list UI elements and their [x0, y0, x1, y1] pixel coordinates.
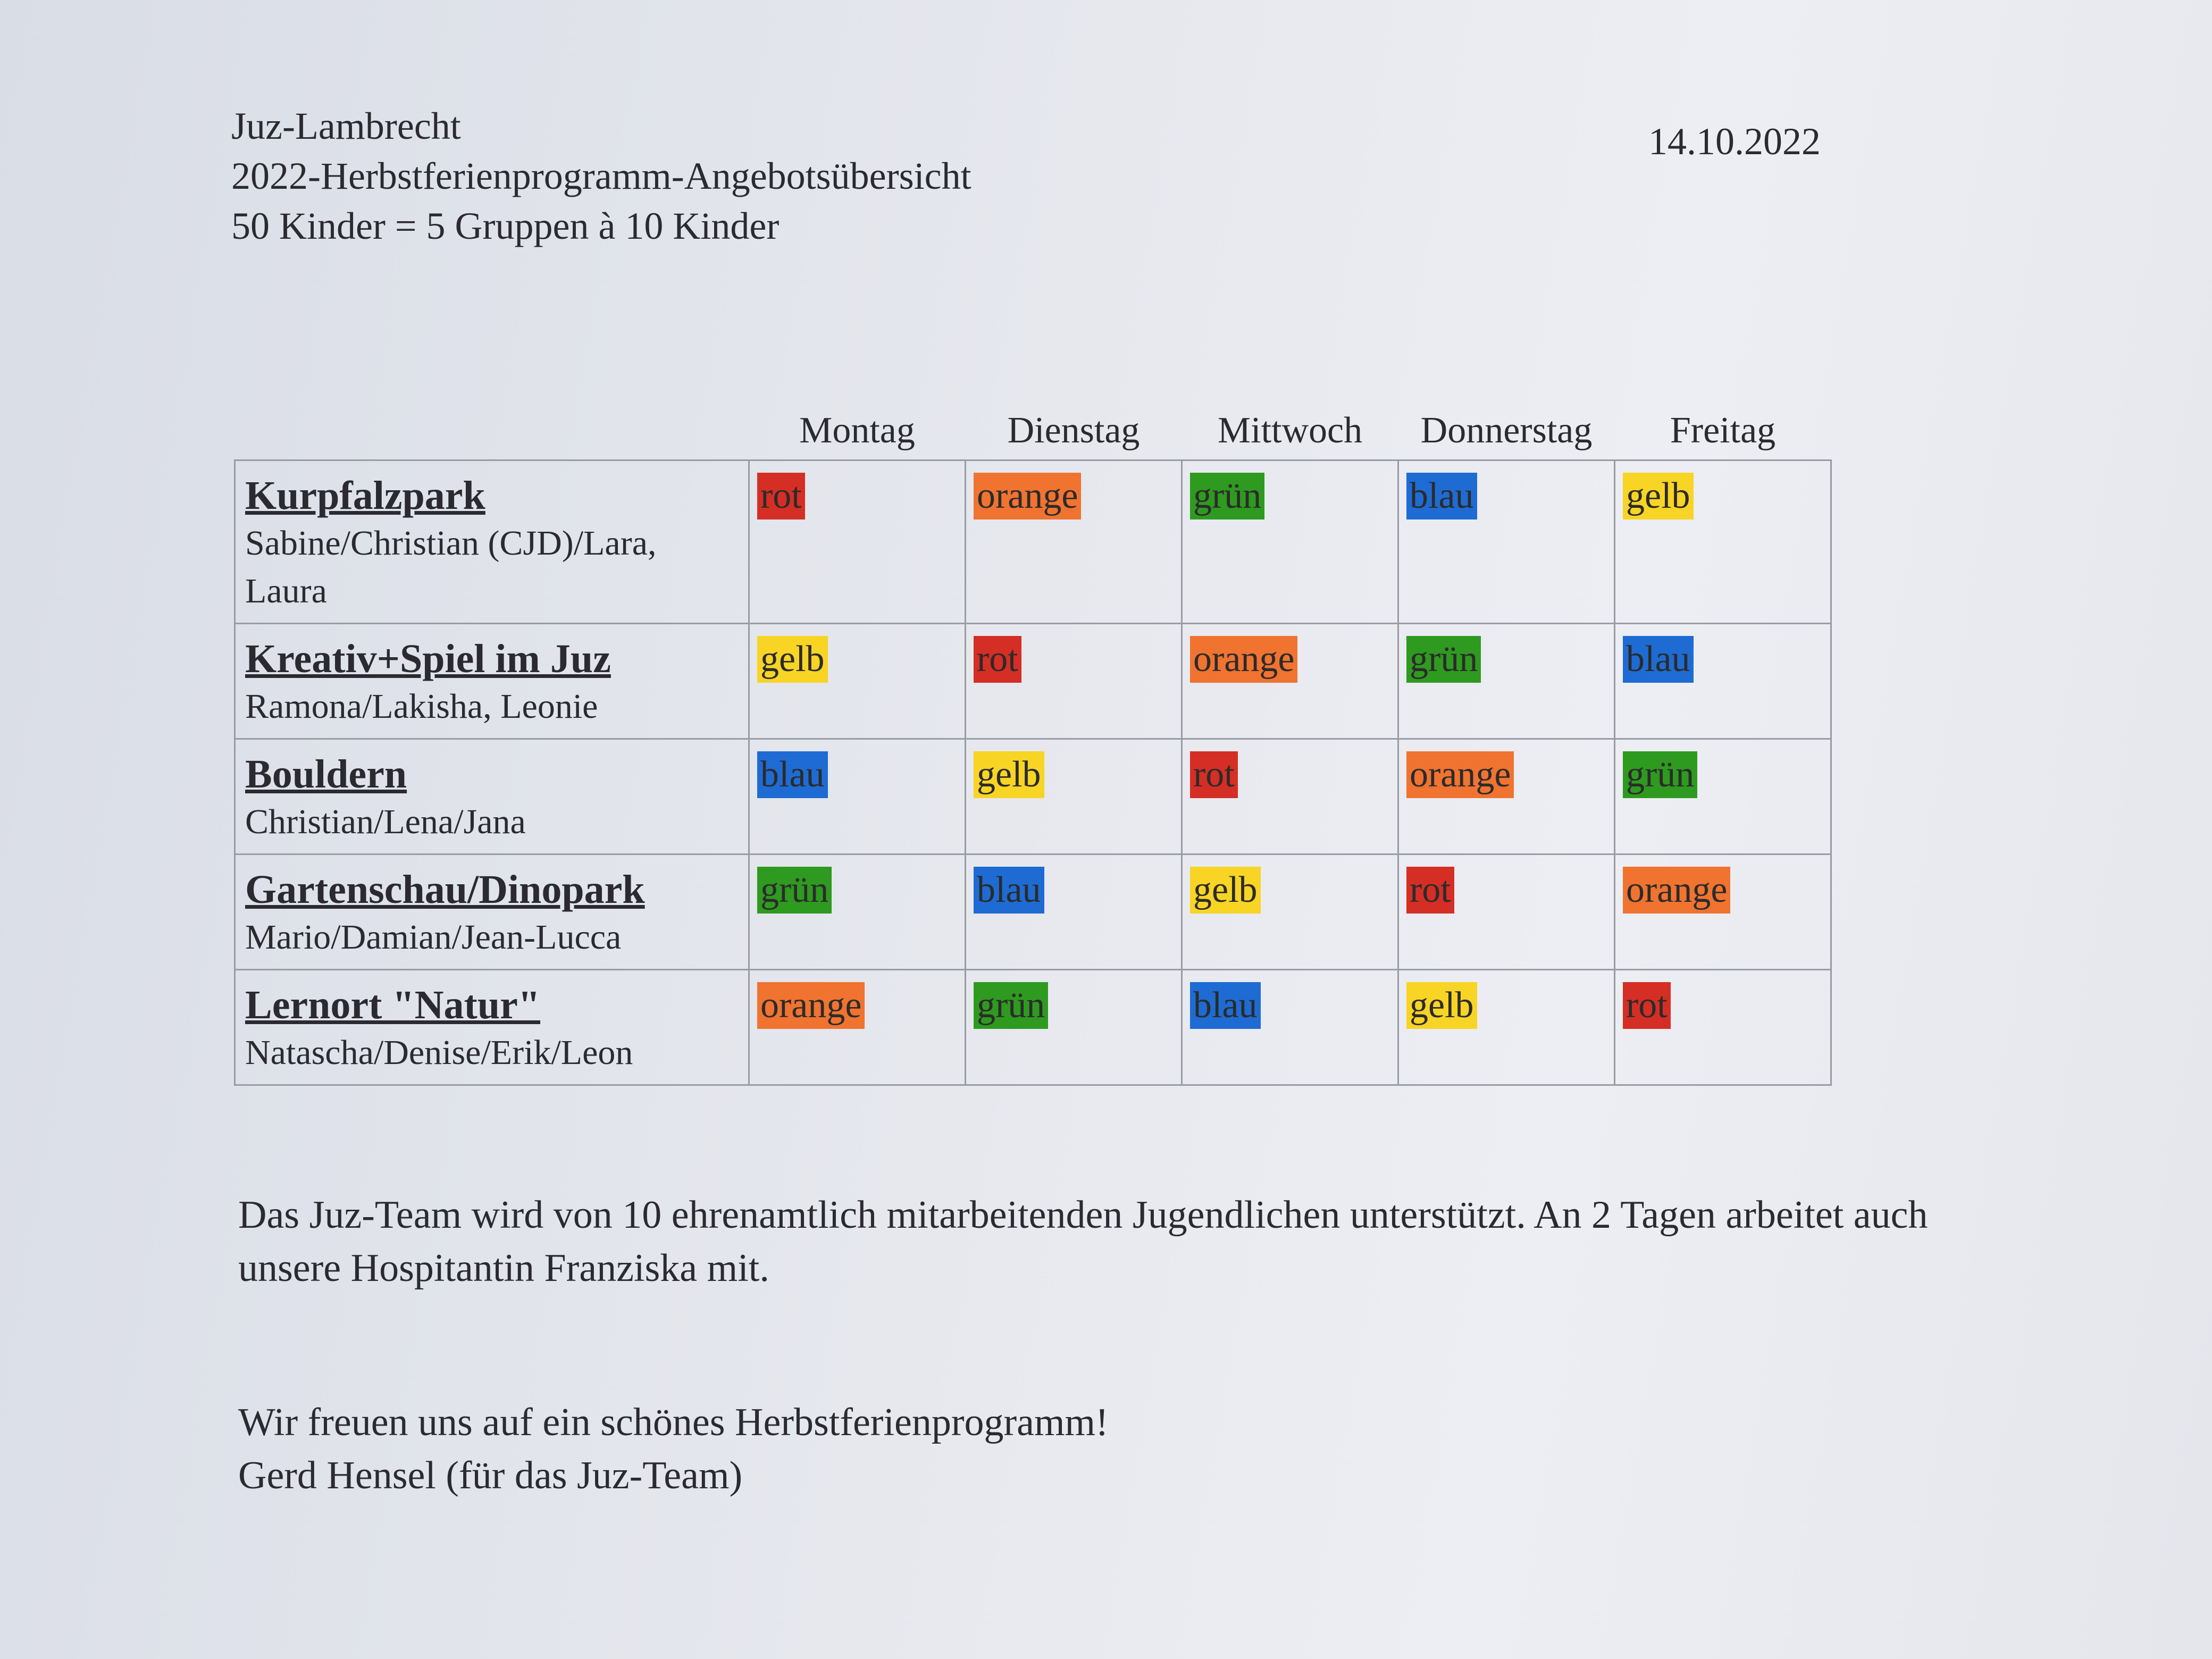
group-info: 50 Kinder = 5 Gruppen à 10 Kinder: [231, 205, 780, 247]
day-cell: [1182, 854, 1398, 970]
activity-cell: [235, 970, 749, 1085]
group-color-tag: grün: [757, 867, 832, 914]
group-color-tag: orange: [974, 473, 1081, 520]
day-header: Mittwoch: [1217, 410, 1363, 451]
group-color-tag: gelb: [974, 751, 1044, 798]
group-color-tag: rot: [1623, 982, 1671, 1029]
activity-cell: [235, 460, 749, 624]
day-cell: [749, 739, 966, 854]
group-color-tag: grün: [1190, 473, 1264, 520]
day-cell: [1615, 460, 1831, 624]
activity-staff: Mario/Damian/Jean-Lucca: [245, 918, 622, 957]
group-color-tag: orange: [757, 982, 865, 1029]
activity-cell: [235, 739, 749, 854]
group-color-tag: grün: [1623, 751, 1697, 798]
day-header: Donnerstag: [1420, 410, 1593, 451]
activity-name: Kurpfalzpark: [245, 473, 485, 518]
day-cell: [1398, 970, 1615, 1085]
activity-name: Gartenschau/Dinopark: [245, 867, 645, 912]
day-cell: [966, 624, 1182, 739]
day-cell: [966, 739, 1182, 854]
day-cell: [1182, 624, 1398, 739]
day-header: Dienstag: [1007, 410, 1140, 451]
document-header: [231, 101, 971, 251]
group-color-tag: grün: [974, 982, 1048, 1029]
signature-line: Gerd Hensel (für das Juz-Team): [238, 1454, 743, 1497]
day-cell: [1182, 739, 1398, 854]
group-color-tag: rot: [757, 473, 805, 520]
group-color-tag: rot: [974, 636, 1021, 683]
schedule-row: [235, 970, 1831, 1085]
activity-staff: Christian/Lena/Jana: [245, 802, 526, 841]
schedule-row: [235, 460, 1831, 624]
day-cell: [966, 854, 1182, 970]
day-cell: [749, 854, 966, 970]
activity-staff: Ramona/Lakisha, Leonie: [245, 687, 598, 726]
schedule-row: [235, 624, 1831, 739]
group-color-tag: grün: [1406, 636, 1481, 683]
day-header: Montag: [799, 410, 915, 451]
day-cell: [1615, 739, 1831, 854]
day-cell: [1615, 854, 1831, 970]
day-cell: [1615, 970, 1831, 1085]
day-cell: [749, 460, 966, 624]
group-color-tag: blau: [974, 867, 1044, 914]
day-header: Freitag: [1670, 410, 1776, 451]
group-color-tag: orange: [1190, 636, 1297, 683]
group-color-tag: gelb: [757, 636, 828, 683]
group-color-tag: blau: [1623, 636, 1694, 683]
activity-cell: [235, 624, 749, 739]
day-cell: [1398, 739, 1615, 854]
document-title: 2022-Herbstferienprogramm-Angebotsübersicht: [231, 155, 971, 197]
closing-line: Wir freuen uns auf ein schönes Herbstferienprogramm!: [238, 1401, 1109, 1444]
day-cell: [1182, 460, 1398, 624]
group-color-tag: orange: [1406, 751, 1514, 798]
day-cell: [966, 970, 1182, 1085]
group-color-tag: blau: [757, 751, 828, 798]
day-cell: [749, 624, 966, 739]
document-date: 14.10.2022: [1648, 120, 1821, 163]
day-cell: [966, 460, 1182, 624]
activity-name: Bouldern: [245, 752, 407, 797]
activity-name: Lernort "Natur": [245, 983, 541, 1027]
activity-name: Kreativ+Spiel im Juz: [245, 636, 611, 681]
activity-staff: Sabine/Christian (CJD)/Lara, Laura: [245, 524, 657, 610]
group-color-tag: rot: [1406, 867, 1454, 914]
group-color-tag: gelb: [1623, 473, 1694, 520]
group-color-tag: blau: [1190, 982, 1261, 1029]
day-cell: [1182, 970, 1398, 1085]
schedule-table: [234, 404, 1832, 1086]
group-color-tag: blau: [1406, 473, 1477, 520]
support-paragraph: Das Juz-Team wird von 10 ehrenamtlich mitarbeitenden Jugendlichen unterstützt. An 2 Tagen arbeitet auch unsere Hospitantin Franziska mit.: [238, 1193, 1928, 1290]
day-cell: [1398, 624, 1615, 739]
schedule-row: [235, 854, 1831, 970]
group-color-tag: rot: [1190, 751, 1238, 798]
group-color-tag: gelb: [1190, 867, 1261, 914]
schedule-row: [235, 739, 1831, 854]
activity-staff: Natascha/Denise/Erik/Leon: [245, 1033, 633, 1072]
day-cell: [749, 970, 966, 1085]
activity-cell: [235, 854, 749, 970]
day-cell: [1398, 460, 1615, 624]
group-color-tag: orange: [1623, 867, 1730, 914]
day-cell: [1615, 624, 1831, 739]
organization-name: Juz-Lambrecht: [231, 105, 461, 147]
schedule-corner: [235, 404, 749, 460]
day-cell: [1398, 854, 1615, 970]
schedule-header-row: [235, 404, 1831, 460]
group-color-tag: gelb: [1406, 982, 1477, 1029]
